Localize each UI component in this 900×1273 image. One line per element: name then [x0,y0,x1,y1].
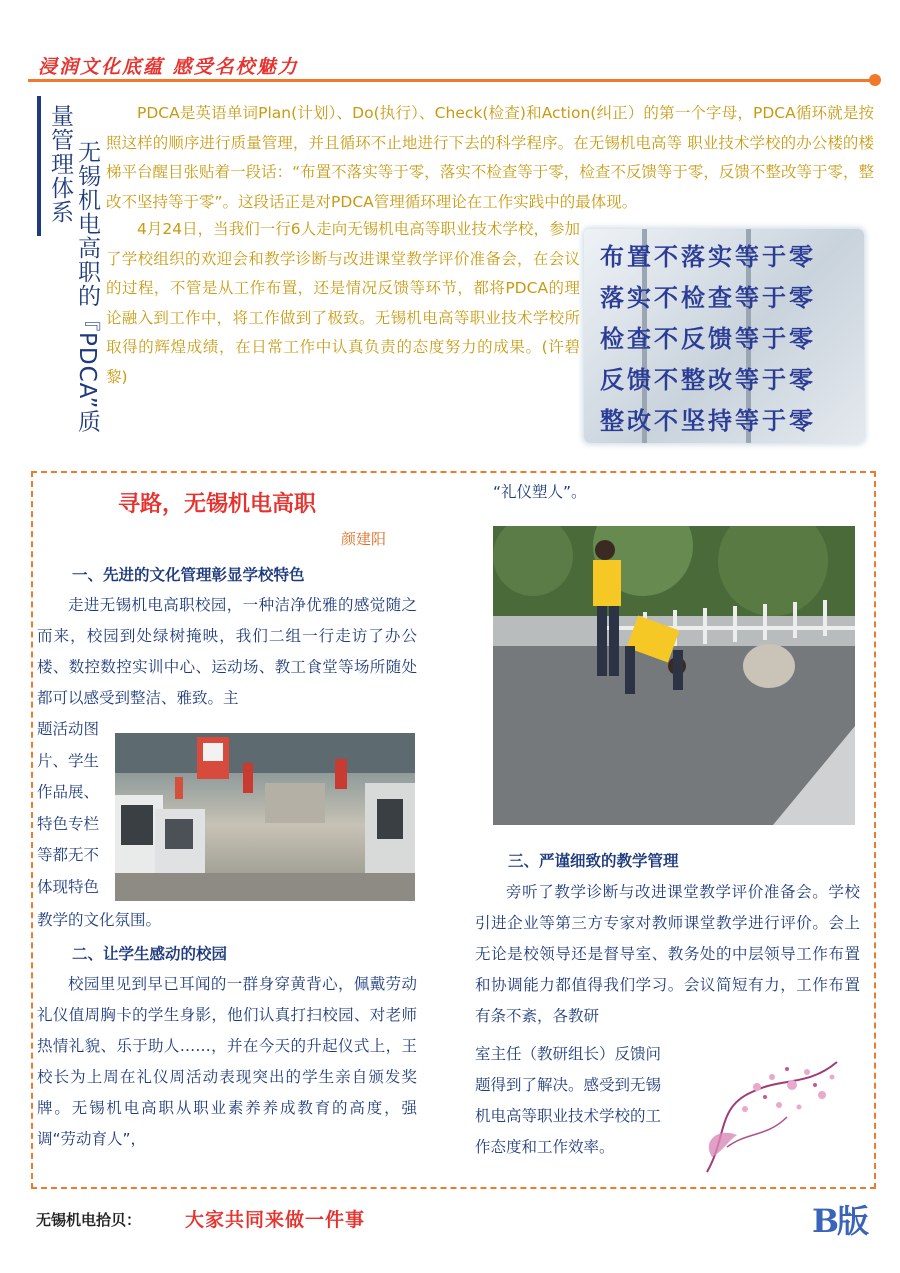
flower-decoration [697,1047,847,1177]
wrap-line: 等都无不 [37,846,100,864]
wrap-line: 片、学生 [37,751,100,770]
footer-slogan: 大家共同来做一件事 [185,1209,366,1231]
section-3-text: 旁听了教学诊断与改进课堂教学评价准备会。学校引进企业等第三方专家对教师课堂教学进行评价。会上无论是校领导还是督导室、教务处的中层领导工作布置和协调能力都值得我们学习。会议简短有力，工作布置有条不紊，各教研 [475,883,860,1025]
wrap-line: 机电高等职业技术学校的工 [475,1107,662,1125]
wrap-line: 作品展、 [37,783,100,801]
header-divider-dot [869,74,881,86]
sign-line-2: 落实不检查等于零 [600,284,816,312]
sign-line-1: 布置不落实等于零 [600,243,816,271]
wrap-line: 作态度和工作效率。 [475,1138,615,1156]
sign-line-4: 反馈不整改等于零 [600,366,816,394]
pdca-sign-photo [584,229,864,443]
section-1-wrap-text [37,714,115,903]
pdca-paragraph-1: PDCA是英语单词Plan(计划）、Do(执行）、Check(检查)和Action(纠正）的第一个字母，PDCA循环就是按照这样的顺序进行质量管理，并且循环不止地进行下去的科学程序。在无锡机电高等 职业技术学校的办公楼的楼梯平台醒目张贴着一段话：“布置不落实等于零，落实不检查等于零，检查不反馈等于零，反馈不整改等于零，整改不坚持等于零”。这段话正是对PDCA管理循环理论在工作实践中的最体现。 [106,104,874,211]
vertical-title-sub: 量管理体系 [47,104,73,224]
sign-line-5: 整改不坚持等于零 [600,407,816,435]
masthead-title: 浸润文化底蕴 感受名校魅力 [38,56,299,78]
section-2-continued: “礼仪塑人”。 [493,483,587,501]
students-cleaning-photo [493,526,855,825]
pdca-paragraph-2: 4月24日，当我们一行6人走向无锡机电高等职业技术学校，参加了学校组织的欢迎会和教学诊断与改进课堂教学评价准备会，在会议的过程，不管是从工作布置，还是情况反馈等环节，都将PDCA的理论融入到工作中，将工作做到了极致。无锡机电高等职业技术学校所取得的辉煌成绩，在日常工作中认真负责的态度努力的成果。(许碧黎) [106,220,580,386]
section-1-heading: 一、先进的文化管理彰显学校特色 [72,566,305,584]
vertical-title-bar [37,96,41,236]
wrap-line: 体现特色 [37,877,100,896]
section-3-wrap-text [475,1039,705,1163]
header-divider [28,79,876,82]
sign-line-3: 检查不反馈等于零 [600,325,816,353]
wrap-line: 题得到了解决。感受到无锡 [475,1076,662,1094]
article-title: 寻路，无锡机电高职 [118,491,317,517]
training-center-photo [115,733,415,901]
wrap-line: 室主任（教研组长）反馈问 [475,1045,662,1063]
footer-column-name: 无锡机电拾贝： [36,1211,142,1229]
wrap-line: 题活动图 [37,720,100,738]
section-1-text: 走进无锡机电高职校园，一种洁净优雅的感觉随之而来，校园到处绿树掩映，我们二组一行走访了办公楼、数控数控实训中心、运动场、教工食堂等场所随处都可以感受到整洁、雅致。主 [37,596,417,707]
section-3-heading: 三、严谨细致的教学管理 [508,852,679,870]
article-author: 颜建阳 [341,530,387,548]
vertical-title-main: 无锡机电高职的『PDCA”质 [74,140,100,434]
section-1-end: 教学的文化氛围。 [37,911,162,929]
section-2-heading: 二、让学生感动的校园 [72,945,228,963]
edition-label: B版 [812,1202,868,1240]
wrap-line: 特色专栏 [37,814,100,833]
section-2-text: 校园里见到早已耳闻的一群身穿黄背心，佩戴劳动礼仪值周胸卡的学生身影，他们认真打扫校园、对老师热情礼貌、乐于助人……，并在今天的升起仪式上，王校长为上周在礼仪周活动表现突出的学生亲自颁发奖牌。无锡机电高职从职业素养养成教育的高度，强调“劳动育人”， [37,975,417,1148]
